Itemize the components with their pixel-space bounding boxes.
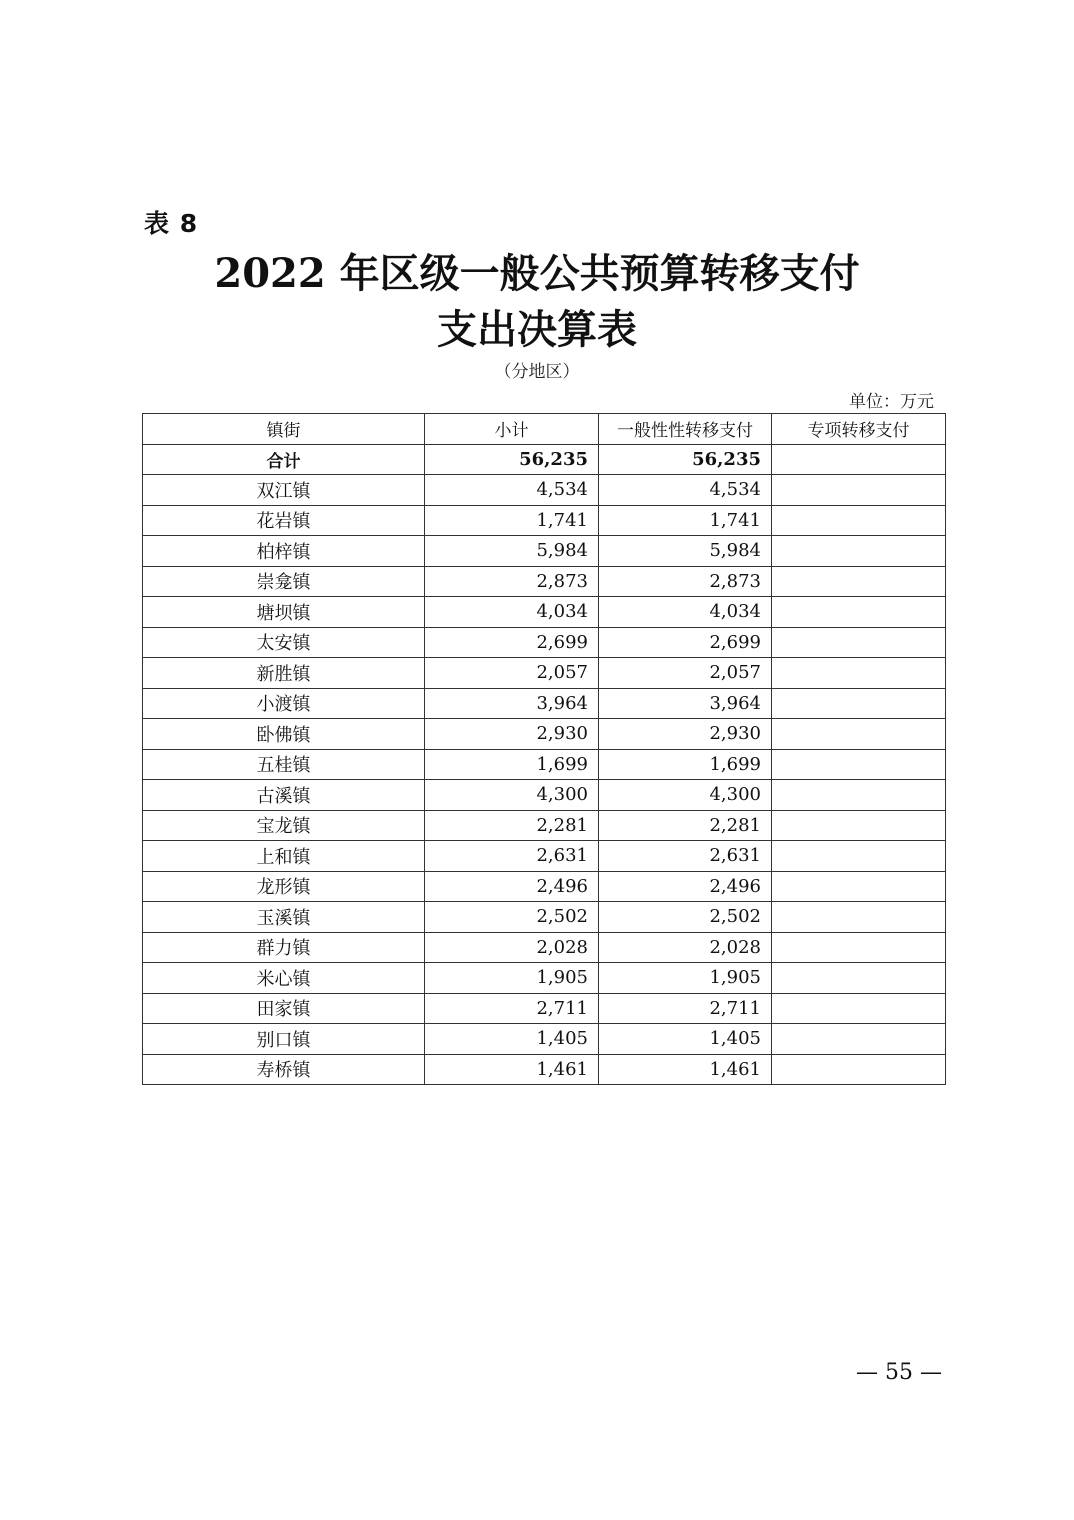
subtotal-cell: 2,502 (425, 902, 599, 933)
subtotal-cell: 2,028 (425, 932, 599, 963)
general-transfer-cell: 4,300 (599, 780, 772, 811)
general-transfer-cell: 1,461 (599, 1054, 772, 1085)
special-transfer-cell (772, 505, 946, 536)
special-transfer-cell (772, 627, 946, 658)
total-row (143, 444, 946, 475)
subtotal-cell: 2,699 (425, 627, 599, 658)
column-header-general-transfer: 一般性性转移支付 (599, 414, 772, 445)
general-transfer-cell: 2,930 (599, 719, 772, 750)
general-transfer-cell: 1,405 (599, 1024, 772, 1055)
general-transfer-cell: 1,905 (599, 963, 772, 994)
subtotal-cell: 2,873 (425, 566, 599, 597)
subtotal-cell: 1,741 (425, 505, 599, 536)
general-transfer-cell: 2,873 (599, 566, 772, 597)
table-label: 表 8 (144, 209, 199, 238)
town-name-cell: 龙形镇 (143, 871, 425, 902)
column-header-special-transfer: 专项转移支付 (772, 414, 946, 445)
table-row (143, 841, 946, 872)
town-name-cell: 宝龙镇 (143, 810, 425, 841)
town-name-cell: 双江镇 (143, 475, 425, 506)
table-row (143, 627, 946, 658)
general-transfer-cell: 2,057 (599, 658, 772, 689)
special-transfer-cell (772, 688, 946, 719)
subtotal-cell: 2,496 (425, 871, 599, 902)
town-name-cell: 上和镇 (143, 841, 425, 872)
total-subtotal: 56,235 (425, 444, 599, 475)
subtotal-cell: 4,534 (425, 475, 599, 506)
general-transfer-cell: 2,496 (599, 871, 772, 902)
special-transfer-cell (772, 536, 946, 567)
special-transfer-cell (772, 932, 946, 963)
subtotal-cell: 2,711 (425, 993, 599, 1024)
subtotal-cell: 1,405 (425, 1024, 599, 1055)
town-name-cell: 玉溪镇 (143, 902, 425, 933)
town-name-cell: 新胜镇 (143, 658, 425, 689)
town-name-cell: 小渡镇 (143, 688, 425, 719)
special-transfer-cell (772, 1024, 946, 1055)
total-label: 合计 (143, 444, 425, 475)
special-transfer-cell (772, 841, 946, 872)
subtitle: （分地区） (494, 362, 580, 382)
total-general: 56,235 (599, 444, 772, 475)
special-transfer-cell (772, 749, 946, 780)
town-name-cell: 柏梓镇 (143, 536, 425, 567)
general-transfer-cell: 5,984 (599, 536, 772, 567)
town-name-cell: 崇龛镇 (143, 566, 425, 597)
special-transfer-cell (772, 566, 946, 597)
general-transfer-cell: 1,699 (599, 749, 772, 780)
table-row (143, 932, 946, 963)
table-row (143, 536, 946, 567)
town-name-cell: 五桂镇 (143, 749, 425, 780)
subtotal-cell: 2,631 (425, 841, 599, 872)
subtotal-cell: 2,930 (425, 719, 599, 750)
table-row (143, 1024, 946, 1055)
special-transfer-cell (772, 902, 946, 933)
subtotal-cell: 4,300 (425, 780, 599, 811)
table-row (143, 1054, 946, 1085)
table-row (143, 658, 946, 689)
table-row (143, 993, 946, 1024)
unit-label: 单位：万元 (849, 392, 934, 412)
special-transfer-cell (772, 993, 946, 1024)
table-row (143, 566, 946, 597)
special-transfer-cell (772, 658, 946, 689)
table-row (143, 475, 946, 506)
town-name-cell: 寿桥镇 (143, 1054, 425, 1085)
subtotal-cell: 1,699 (425, 749, 599, 780)
table-row (143, 597, 946, 628)
table-row (143, 902, 946, 933)
table-row (143, 871, 946, 902)
town-name-cell: 田家镇 (143, 993, 425, 1024)
subtotal-cell: 4,034 (425, 597, 599, 628)
town-name-cell: 太安镇 (143, 627, 425, 658)
town-name-cell: 古溪镇 (143, 780, 425, 811)
table-row (143, 719, 946, 750)
page-number: — 55 — (856, 1360, 942, 1385)
town-name-cell: 卧佛镇 (143, 719, 425, 750)
general-transfer-cell: 2,631 (599, 841, 772, 872)
special-transfer-cell (772, 1054, 946, 1085)
subtotal-cell: 5,984 (425, 536, 599, 567)
special-transfer-cell (772, 597, 946, 628)
general-transfer-cell: 4,034 (599, 597, 772, 628)
table-header-row (143, 414, 946, 445)
town-name-cell: 群力镇 (143, 932, 425, 963)
special-transfer-cell (772, 475, 946, 506)
special-transfer-cell (772, 871, 946, 902)
table-row (143, 963, 946, 994)
subtotal-cell: 2,057 (425, 658, 599, 689)
special-transfer-cell (772, 719, 946, 750)
town-name-cell: 塘坝镇 (143, 597, 425, 628)
special-transfer-cell (772, 780, 946, 811)
page-title-line2: 支出决算表 (437, 306, 637, 353)
table-row (143, 688, 946, 719)
table-row (143, 810, 946, 841)
table-row (143, 505, 946, 536)
subtotal-cell: 3,964 (425, 688, 599, 719)
special-transfer-cell (772, 810, 946, 841)
subtotal-cell: 1,461 (425, 1054, 599, 1085)
general-transfer-cell: 2,502 (599, 902, 772, 933)
general-transfer-cell: 3,964 (599, 688, 772, 719)
budget-table (142, 413, 946, 1085)
subtotal-cell: 2,281 (425, 810, 599, 841)
subtotal-cell: 1,905 (425, 963, 599, 994)
general-transfer-cell: 2,711 (599, 993, 772, 1024)
general-transfer-cell: 2,699 (599, 627, 772, 658)
town-name-cell: 米心镇 (143, 963, 425, 994)
special-transfer-cell (772, 963, 946, 994)
general-transfer-cell: 4,534 (599, 475, 772, 506)
table-row (143, 749, 946, 780)
town-name-cell: 花岩镇 (143, 505, 425, 536)
column-header-subtotal: 小计 (425, 414, 599, 445)
table-row (143, 780, 946, 811)
general-transfer-cell: 1,741 (599, 505, 772, 536)
town-name-cell: 别口镇 (143, 1024, 425, 1055)
page-title: 2022 年区级一般公共预算转移支付 (214, 250, 860, 297)
general-transfer-cell: 2,028 (599, 932, 772, 963)
total-special (772, 444, 946, 475)
general-transfer-cell: 2,281 (599, 810, 772, 841)
column-header-town: 镇街 (143, 414, 425, 445)
